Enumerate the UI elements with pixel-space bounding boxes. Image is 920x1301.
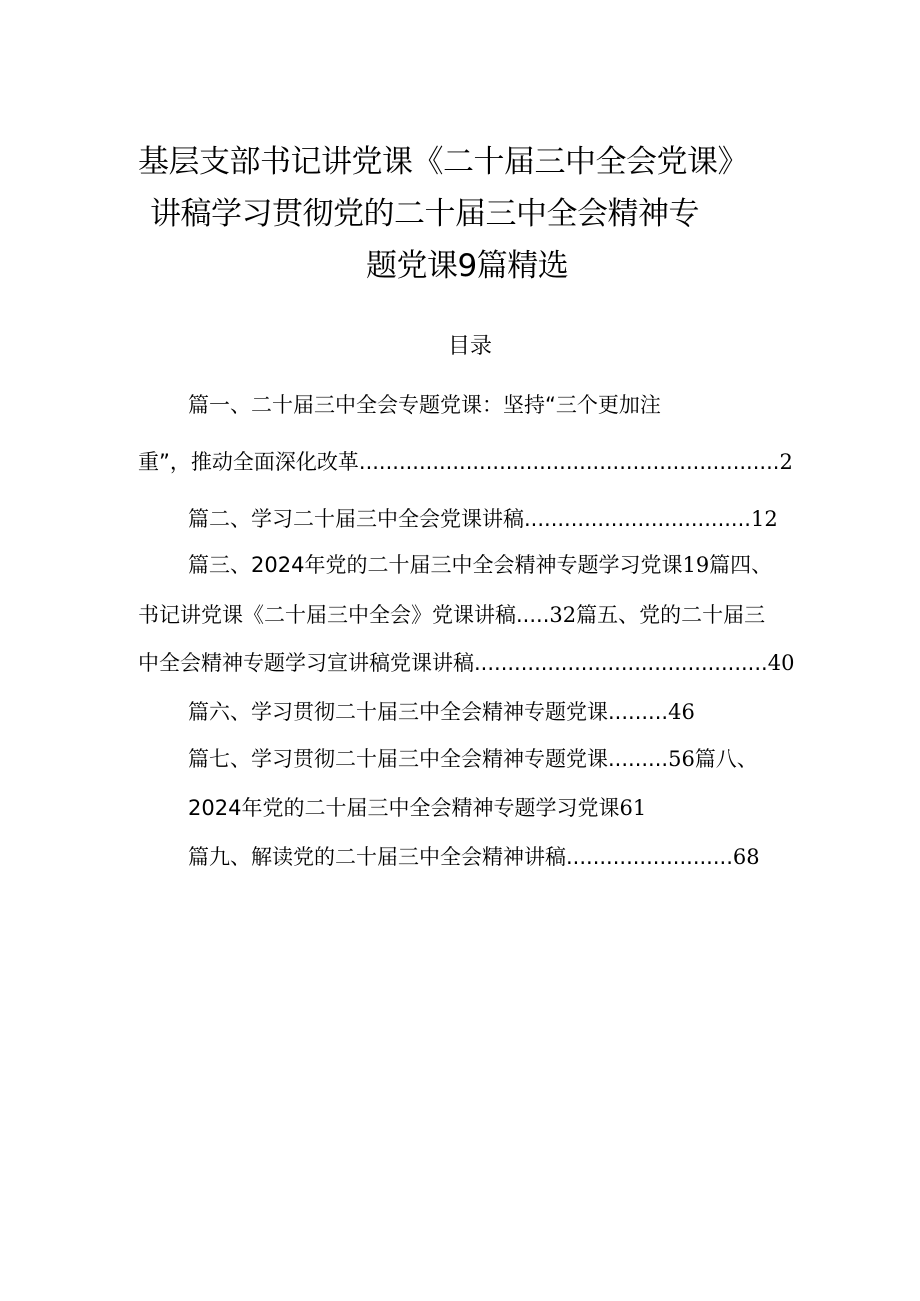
toc-entry-3[interactable] xyxy=(188,550,772,580)
title-line-3: 题党课9篇精选 xyxy=(366,248,569,284)
toc-leader-dots: ......................... xyxy=(566,845,733,869)
toc-entry-7[interactable] xyxy=(188,744,758,774)
toc-leader-dots: ......... xyxy=(608,747,669,771)
toc-entry-text: 篇三、2024年党的二十届三中全会精神专题学习党课 xyxy=(188,553,683,577)
toc-page-number: 19篇四、 xyxy=(682,553,773,577)
toc-entry-text: 重”，推动全面深化改革 xyxy=(138,450,359,474)
toc-leader-dots: ......... xyxy=(608,700,669,724)
toc-leader-dots: ............................................................... xyxy=(358,450,780,474)
toc-page-number: 61 xyxy=(619,796,647,820)
toc-entry-1-line-2[interactable] xyxy=(138,447,793,477)
toc-page-number: 12 xyxy=(750,507,778,531)
toc-leader-dots: ............................................ xyxy=(474,651,768,675)
toc-page-number: 40 xyxy=(767,651,795,675)
title-line-1: 基层支部书记讲党课《二十届三中全会党课》 xyxy=(138,144,748,180)
toc-entry-text: 2024年党的二十届三中全会精神专题学习党课 xyxy=(188,796,620,820)
toc-entry-text: 篇六、学习贯彻二十届三中全会精神专题党课 xyxy=(188,700,608,724)
toc-entry-text: 篇九、解读党的二十届三中全会精神讲稿 xyxy=(188,845,566,869)
toc-entry-4[interactable] xyxy=(138,600,765,630)
toc-entry-1-line-1[interactable] xyxy=(188,390,661,420)
toc-entry-9[interactable] xyxy=(188,842,760,872)
toc-entry-text: 书记讲党课《二十届三中全会》党课讲稿 xyxy=(138,603,516,627)
toc-heading: 目录 xyxy=(448,334,493,359)
toc-entry-6[interactable] xyxy=(188,697,695,727)
toc-entry-text: 中全会精神专题学习宣讲稿党课讲稿 xyxy=(138,651,474,675)
toc-page-number: 56篇八、 xyxy=(668,747,758,771)
toc-page-number: 68 xyxy=(732,845,760,869)
toc-entry-8[interactable] xyxy=(188,793,646,823)
toc-entry-text: 篇一、二十届三中全会专题党课：坚持“三个更加注 xyxy=(188,393,661,417)
toc-entry-text: 篇二、学习二十届三中全会党课讲稿 xyxy=(188,507,524,531)
toc-leader-dots: ..... xyxy=(516,603,550,627)
toc-page-number: 46 xyxy=(668,700,695,724)
toc-page-number: 32篇五、党的二十届三 xyxy=(549,603,766,627)
title-line-2: 讲稿学习贯彻党的二十届三中全会精神专 xyxy=(150,196,699,232)
toc-entry-2[interactable] xyxy=(188,504,778,534)
toc-entry-5[interactable] xyxy=(138,648,794,678)
toc-page-number: 2 xyxy=(779,450,793,474)
toc-entry-text: 篇七、学习贯彻二十届三中全会精神专题党课 xyxy=(188,747,608,771)
toc-leader-dots: .................................. xyxy=(524,507,751,531)
